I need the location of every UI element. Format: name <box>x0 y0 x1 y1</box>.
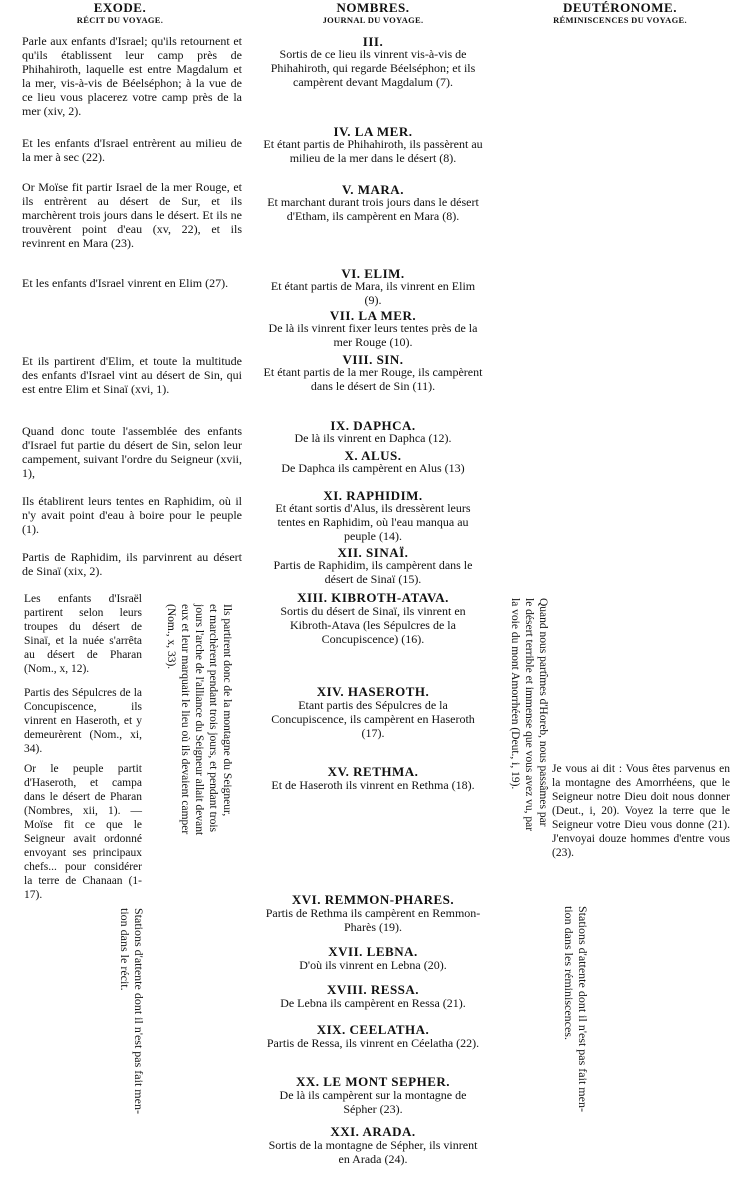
station-text: Et étant partis de Mara, ils vinrent en Elim (9). <box>270 279 476 307</box>
station-text: Sortis de la montagne de Sépher, ils vinrent en Arada (24). <box>268 1138 478 1166</box>
station-title: XIII. KIBROTH-ATAVA. <box>297 590 449 605</box>
station-text: Et étant sortis d'Alus, ils dressèrent leurs tentes en Raphidim, où l'eau manqua au peuple (14). <box>275 501 471 543</box>
deuteronome-vertical-note: Stations d'attente dont il n'est pas fait men- tion dans les réminiscences. <box>562 906 590 1112</box>
exode-narrow-paragraph: Les enfants d'Israël partirent selon leurs troupes du désert de Sinaï, et la nuée s'arrêta au désert de Pharan (Nom., x, 12). <box>24 593 142 675</box>
deuteronome-vertical-quote: Quand nous partîmes d'Horeb, nous passâmes par le désert terrible et immense que vous avez vu, par la voie du mont Amorrhéen (Deut., i, 19). <box>509 598 549 832</box>
exode-vertical-quote: Ils partirent donc de la montagne du Seigneur, et marchèrent pendant trois jours, et pendant trois jours l'arche de l'alliance du Seigneur allait devant eux et leur marquait le lieu où ils devaient camper (Nom., x, 33). <box>165 604 233 836</box>
station-title: VI. ELIM. <box>341 266 405 281</box>
station-text: D'où ils vinrent en Lebna (20). <box>299 958 447 972</box>
station-title: XII. SINAÏ. <box>337 545 409 560</box>
station-title: XIX. CEELATHA. <box>316 1022 430 1037</box>
exode-paragraph: Et les enfants d'Israel entrèrent au milieu de la mer à sec (22). <box>22 136 242 164</box>
exode-paragraph: Quand donc toute l'assemblée des enfants d'Israel fut partie du désert de Sin, selon leur campement, suivant l'ordre du Seigneur (xvii, 1), <box>22 424 242 480</box>
station-title: XVIII. RESSA. <box>326 982 420 997</box>
exode-paragraph: Ils établirent leurs tentes en Raphidim, où il n'y avait point d'eau à boire pour le peuple (1). <box>22 494 242 536</box>
header-deuteronome-subtitle: RÉMINISCENCES DU VOYAGE. <box>553 15 687 25</box>
station-title: IX. DAPHCA. <box>330 418 416 433</box>
station-title: XVII. LEBNA. <box>328 944 418 959</box>
exode-narrow-paragraph: Or le peuple partit d'Haseroth, et campa dans le désert de Pharan (Nombres, xii, 1). — Moïse fit ce que le Seigneur avait ordonné envoyant ses principaux chefs... pour considérer la terre de Chanaan (1-17). <box>24 763 142 901</box>
header-nombres-subtitle: JOURNAL DU VOYAGE. <box>322 15 424 25</box>
station-text: Partis de Raphidim, ils campèrent dans le désert de Sinaï (15). <box>273 558 473 586</box>
station-title: XI. RAPHIDIM. <box>323 488 423 503</box>
station-text: Partis de Rethma ils campèrent en Remmon-Pharès (19). <box>265 906 481 934</box>
station-title: XXI. ARADA. <box>330 1124 416 1139</box>
station-text: Et de Haseroth ils vinrent en Rethma (18). <box>271 778 475 792</box>
station-text: Sortis du désert de Sinaï, ils vinrent en Kibroth-Atava (les Sépulcres de la Concupiscence) (16). <box>280 604 466 646</box>
station-text: De Lebna ils campèrent en Ressa (21). <box>280 996 466 1010</box>
station-text: De là ils vinrent fixer leurs tentes près de la mer Rouge (10). <box>268 321 478 349</box>
station-title: VIII. SIN. <box>342 352 404 367</box>
exode-paragraph: Partis de Raphidim, ils parvinrent au désert de Sinaï (xix, 2). <box>22 550 242 578</box>
header-exode-title: EXODE. <box>93 0 147 15</box>
exode-vertical-note: Stations d'attente dont il n'est pas fait men- tion dans le récit. <box>118 908 146 1114</box>
header-deuteronome-title: DEUTÉRONOME. <box>563 0 677 15</box>
station-text: De là ils vinrent en Daphca (12). <box>294 431 452 445</box>
station-text: De Daphca ils campèrent en Alus (13) <box>281 461 465 475</box>
exode-paragraph: Et ils partirent d'Elim, et toute la multitude des enfants d'Israel vint au désert de Sin, qui est entre Elim et Sinaï (xvi, 1). <box>22 354 242 396</box>
station-title: VII. LA MER. <box>329 308 417 323</box>
station-title: V. MARA. <box>342 182 404 197</box>
station-text: Et étant partis de Phihahiroth, ils passèrent au milieu de la mer dans le désert (8). <box>263 137 483 165</box>
exode-paragraph: Parle aux enfants d'Israel; qu'ils retournent et qu'ils établissent leur camp près de Phihahiroth, laquelle est entre Magdalum et la mer, vis-à-vis de Béelséphon; à la vue de ce lieu vous placerez votre camp près de la mer (xiv, 2). <box>22 34 242 118</box>
station-text: Et étant partis de la mer Rouge, ils campèrent dans le désert de Sin (11). <box>263 365 483 393</box>
station-text: Partis de Ressa, ils vinrent en Céelatha (22). <box>266 1036 480 1050</box>
deuteronome-paragraph: Je vous ai dit : Vous êtes parvenus en la montagne des Amorrhéens, que le Seigneur notre Dieu doit nous donner (Deut., i, 20). Voyez la terre que le Seigneur votre Dieu vous donne (21). J'envoyai douze hommes d'entre vous (23). <box>552 763 730 859</box>
station-title: III. <box>362 34 384 49</box>
station-text: Et marchant durant trois jours dans le désert d'Etham, ils campèrent en Mara (8). <box>267 195 479 223</box>
station-text: Sortis de ce lieu ils vinrent vis-à-vis de Phihahiroth, qui regarde Béelséphon; et ils campèrent devant Magdalum (7). <box>270 47 476 89</box>
station-title: XX. LE MONT SEPHER. <box>295 1074 451 1089</box>
station-title: IV. LA MER. <box>333 124 413 139</box>
station-title: XV. RETHMA. <box>327 764 419 779</box>
exode-paragraph: Or Moïse fit partir Israel de la mer Rouge, et ils entrèrent au désert de Sur, et ils marchèrent trois jours dans le désert. Et ils ne trouvèrent point d'eau (xv, 22), et ils revinrent en Mara (23). <box>22 180 242 250</box>
station-text: Etant partis des Sépulcres de la Concupiscence, ils campèrent en Haseroth (17). <box>271 698 475 740</box>
header-exode-subtitle: RÉCIT DU VOYAGE. <box>76 15 164 25</box>
station-title: XVI. REMMON-PHARES. <box>291 892 455 907</box>
exode-paragraph: Et les enfants d'Israel vinrent en Elim (27). <box>22 276 229 290</box>
station-title: X. ALUS. <box>344 448 402 463</box>
station-title: XIV. HASEROTH. <box>316 684 430 699</box>
header-nombres-title: NOMBRES. <box>336 0 410 15</box>
station-text: De là ils campèrent sur la montagne de Sépher (23). <box>279 1088 467 1116</box>
exode-narrow-paragraph: Partis des Sépulcres de la Concupiscence, ils vinrent en Haseroth, et y demeurèrent (Nom., xi, 34). <box>24 687 142 755</box>
